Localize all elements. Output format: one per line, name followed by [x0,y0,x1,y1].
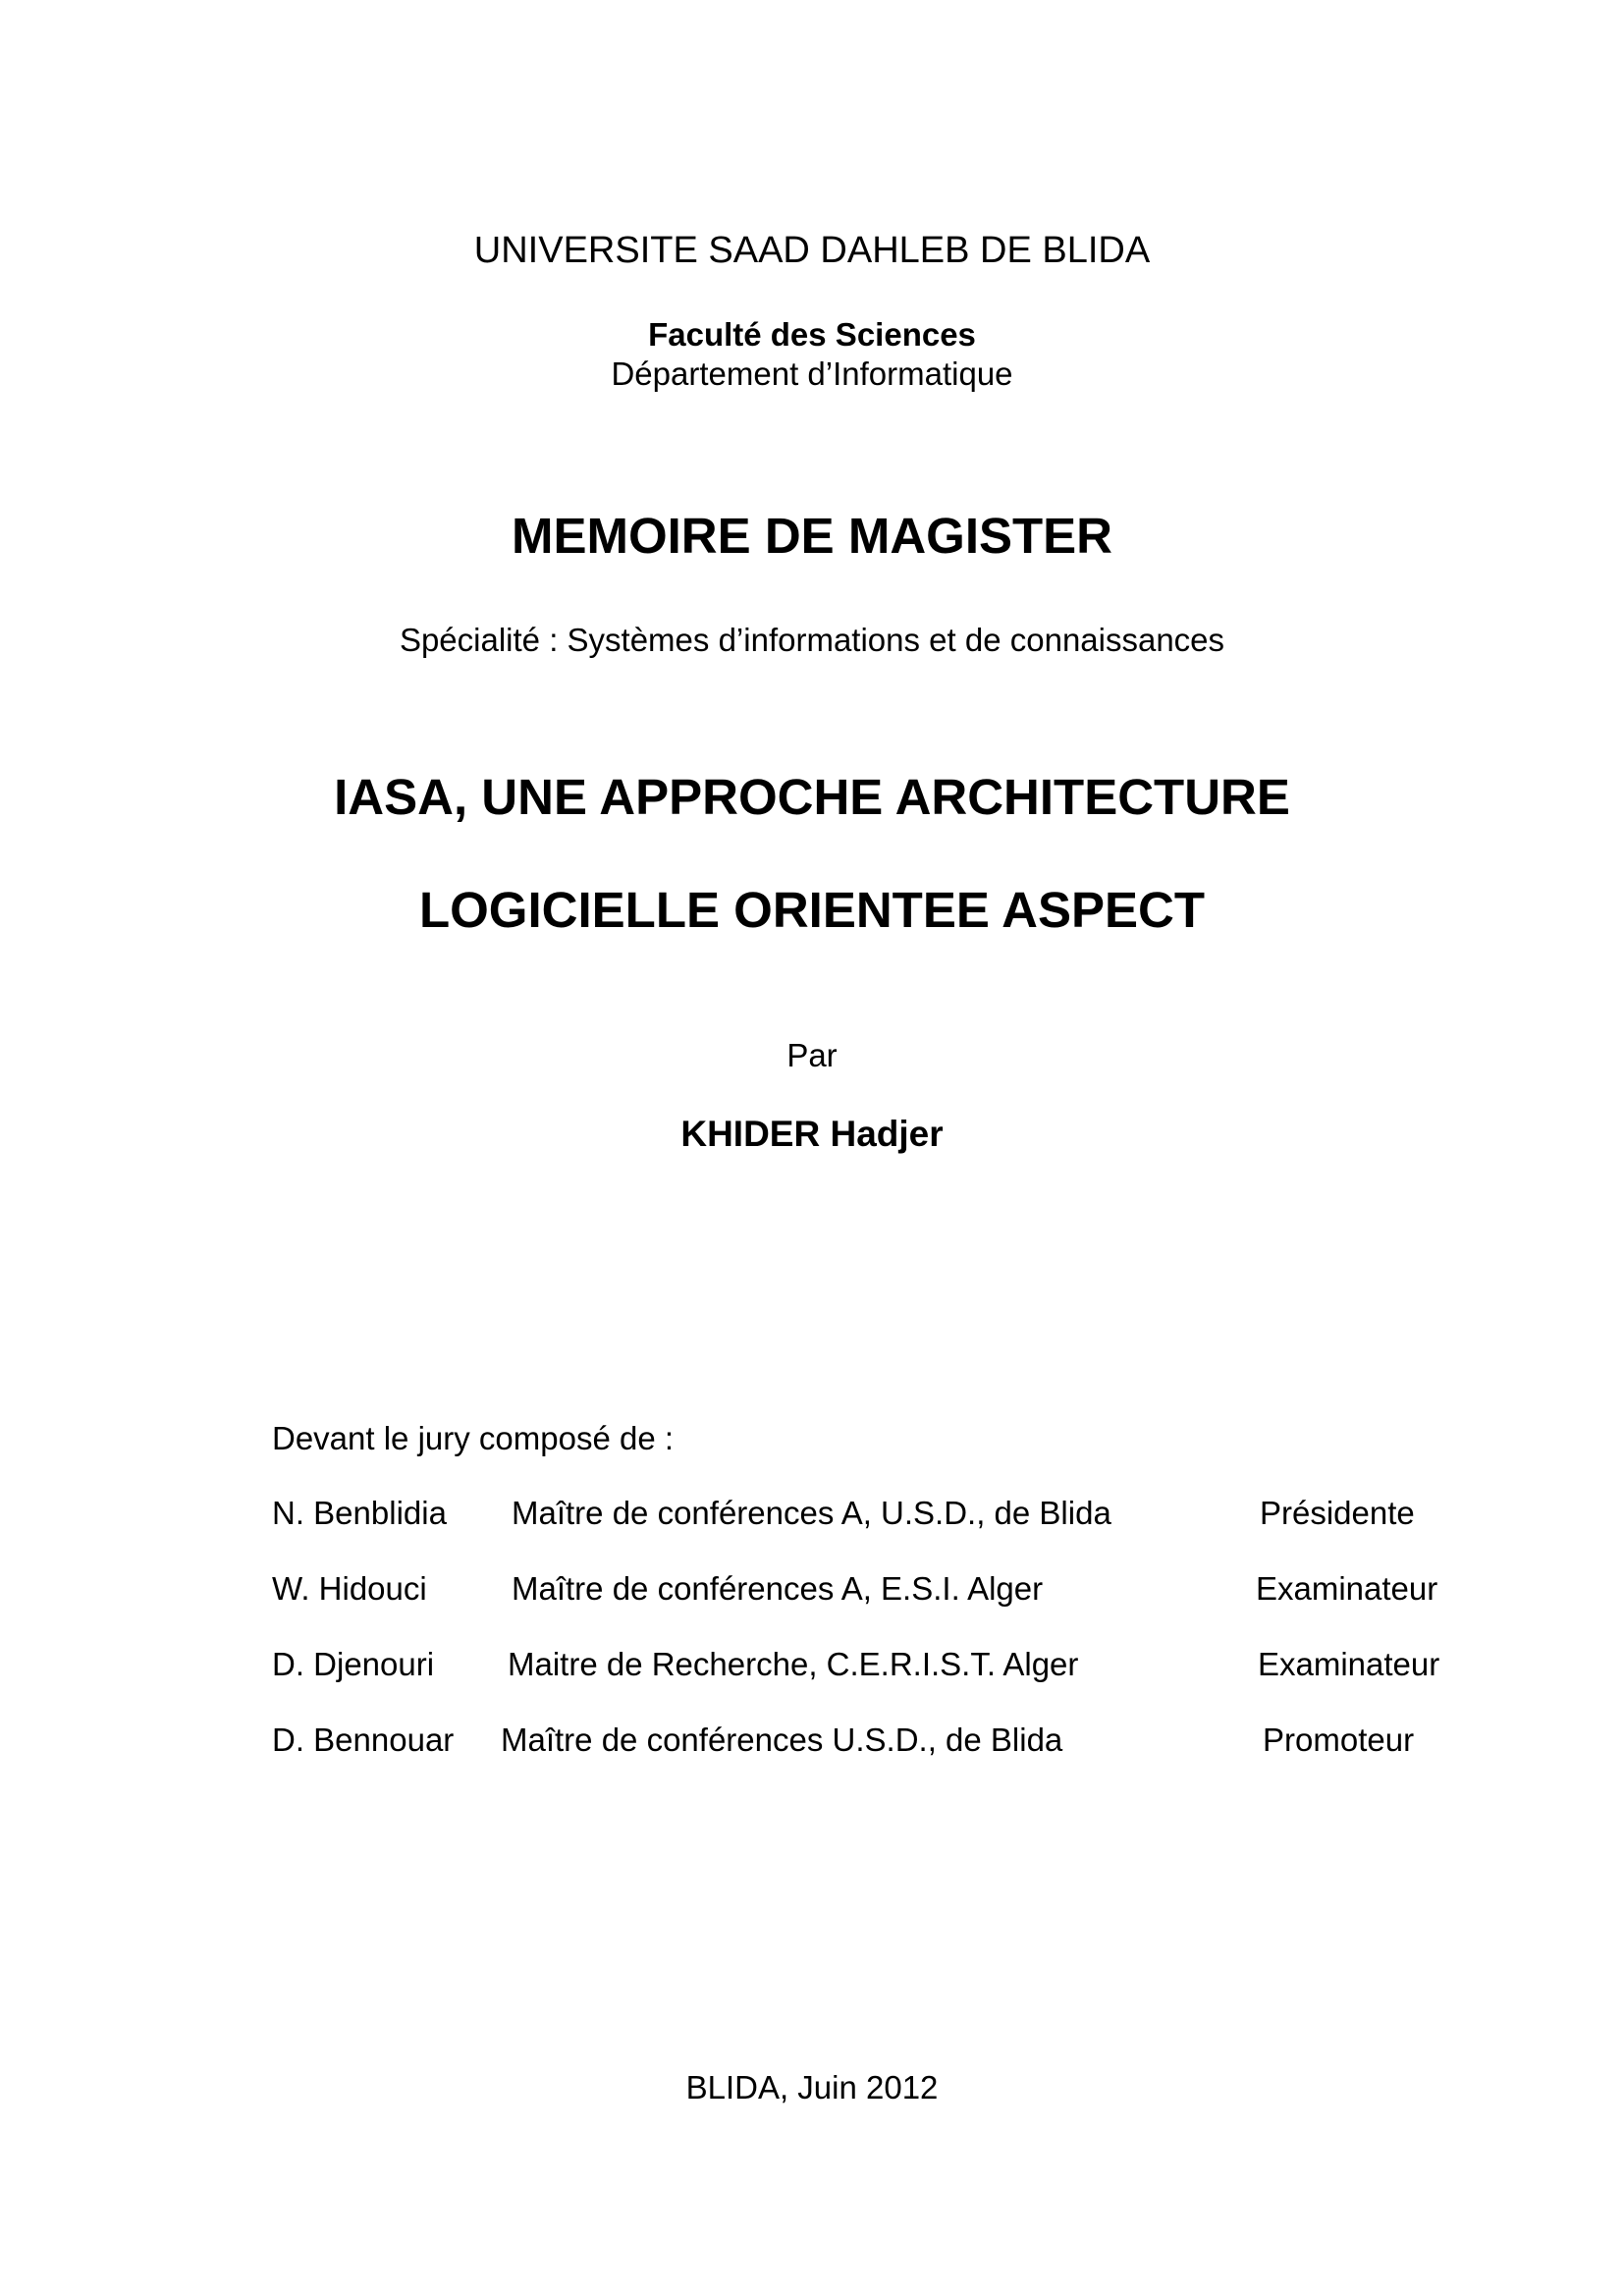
thesis-title-line-2: LOGICIELLE ORIENTEE ASPECT [418,882,1205,938]
jury-member-title: Maître de conférences U.S.D., de Blida [501,1722,1063,1758]
author-name: KHIDER Hadjer [680,1114,944,1154]
thesis-type: MEMOIRE DE MAGISTER [511,508,1113,564]
by-label: Par [786,1037,838,1073]
jury-member-name: D. Bennouar [272,1722,455,1758]
jury-member-row [0,1570,1624,1613]
jury-member-role: Promoteur [1263,1722,1415,1758]
jury-member-title: Maître de conférences A, E.S.I. Alger [512,1570,1044,1607]
thesis-specialty: Spécialité : Systèmes d’informations et de connaissances [399,622,1225,658]
jury-member-title: Maître de conférences A, U.S.D., de Blida [512,1495,1111,1531]
jury-heading: Devant le jury composé de : [272,1420,675,1456]
department-name: Département d’Informatique [611,355,1013,392]
jury-member-title: Maitre de Recherche, C.E.R.I.S.T. Alger [508,1646,1079,1682]
faculty-name: Faculté des Sciences [648,316,976,353]
place-and-date: BLIDA, Juin 2012 [685,2069,939,2105]
jury-member-name: D. Djenouri [272,1646,435,1682]
university-name: UNIVERSITE SAAD DAHLEB DE BLIDA [473,230,1151,271]
jury-member-name: N. Benblidia [272,1495,447,1531]
jury-member-role: Présidente [1260,1495,1415,1531]
jury-member-role: Examinateur [1256,1570,1438,1607]
thesis-title-line-1: IASA, UNE APPROCHE ARCHITECTURE [334,769,1290,825]
jury-member-role: Examinateur [1258,1646,1440,1682]
jury-member-row [0,1722,1624,1765]
jury-member-row [0,1646,1624,1689]
jury-member-row [0,1495,1624,1538]
jury-member-name: W. Hidouci [272,1570,427,1607]
